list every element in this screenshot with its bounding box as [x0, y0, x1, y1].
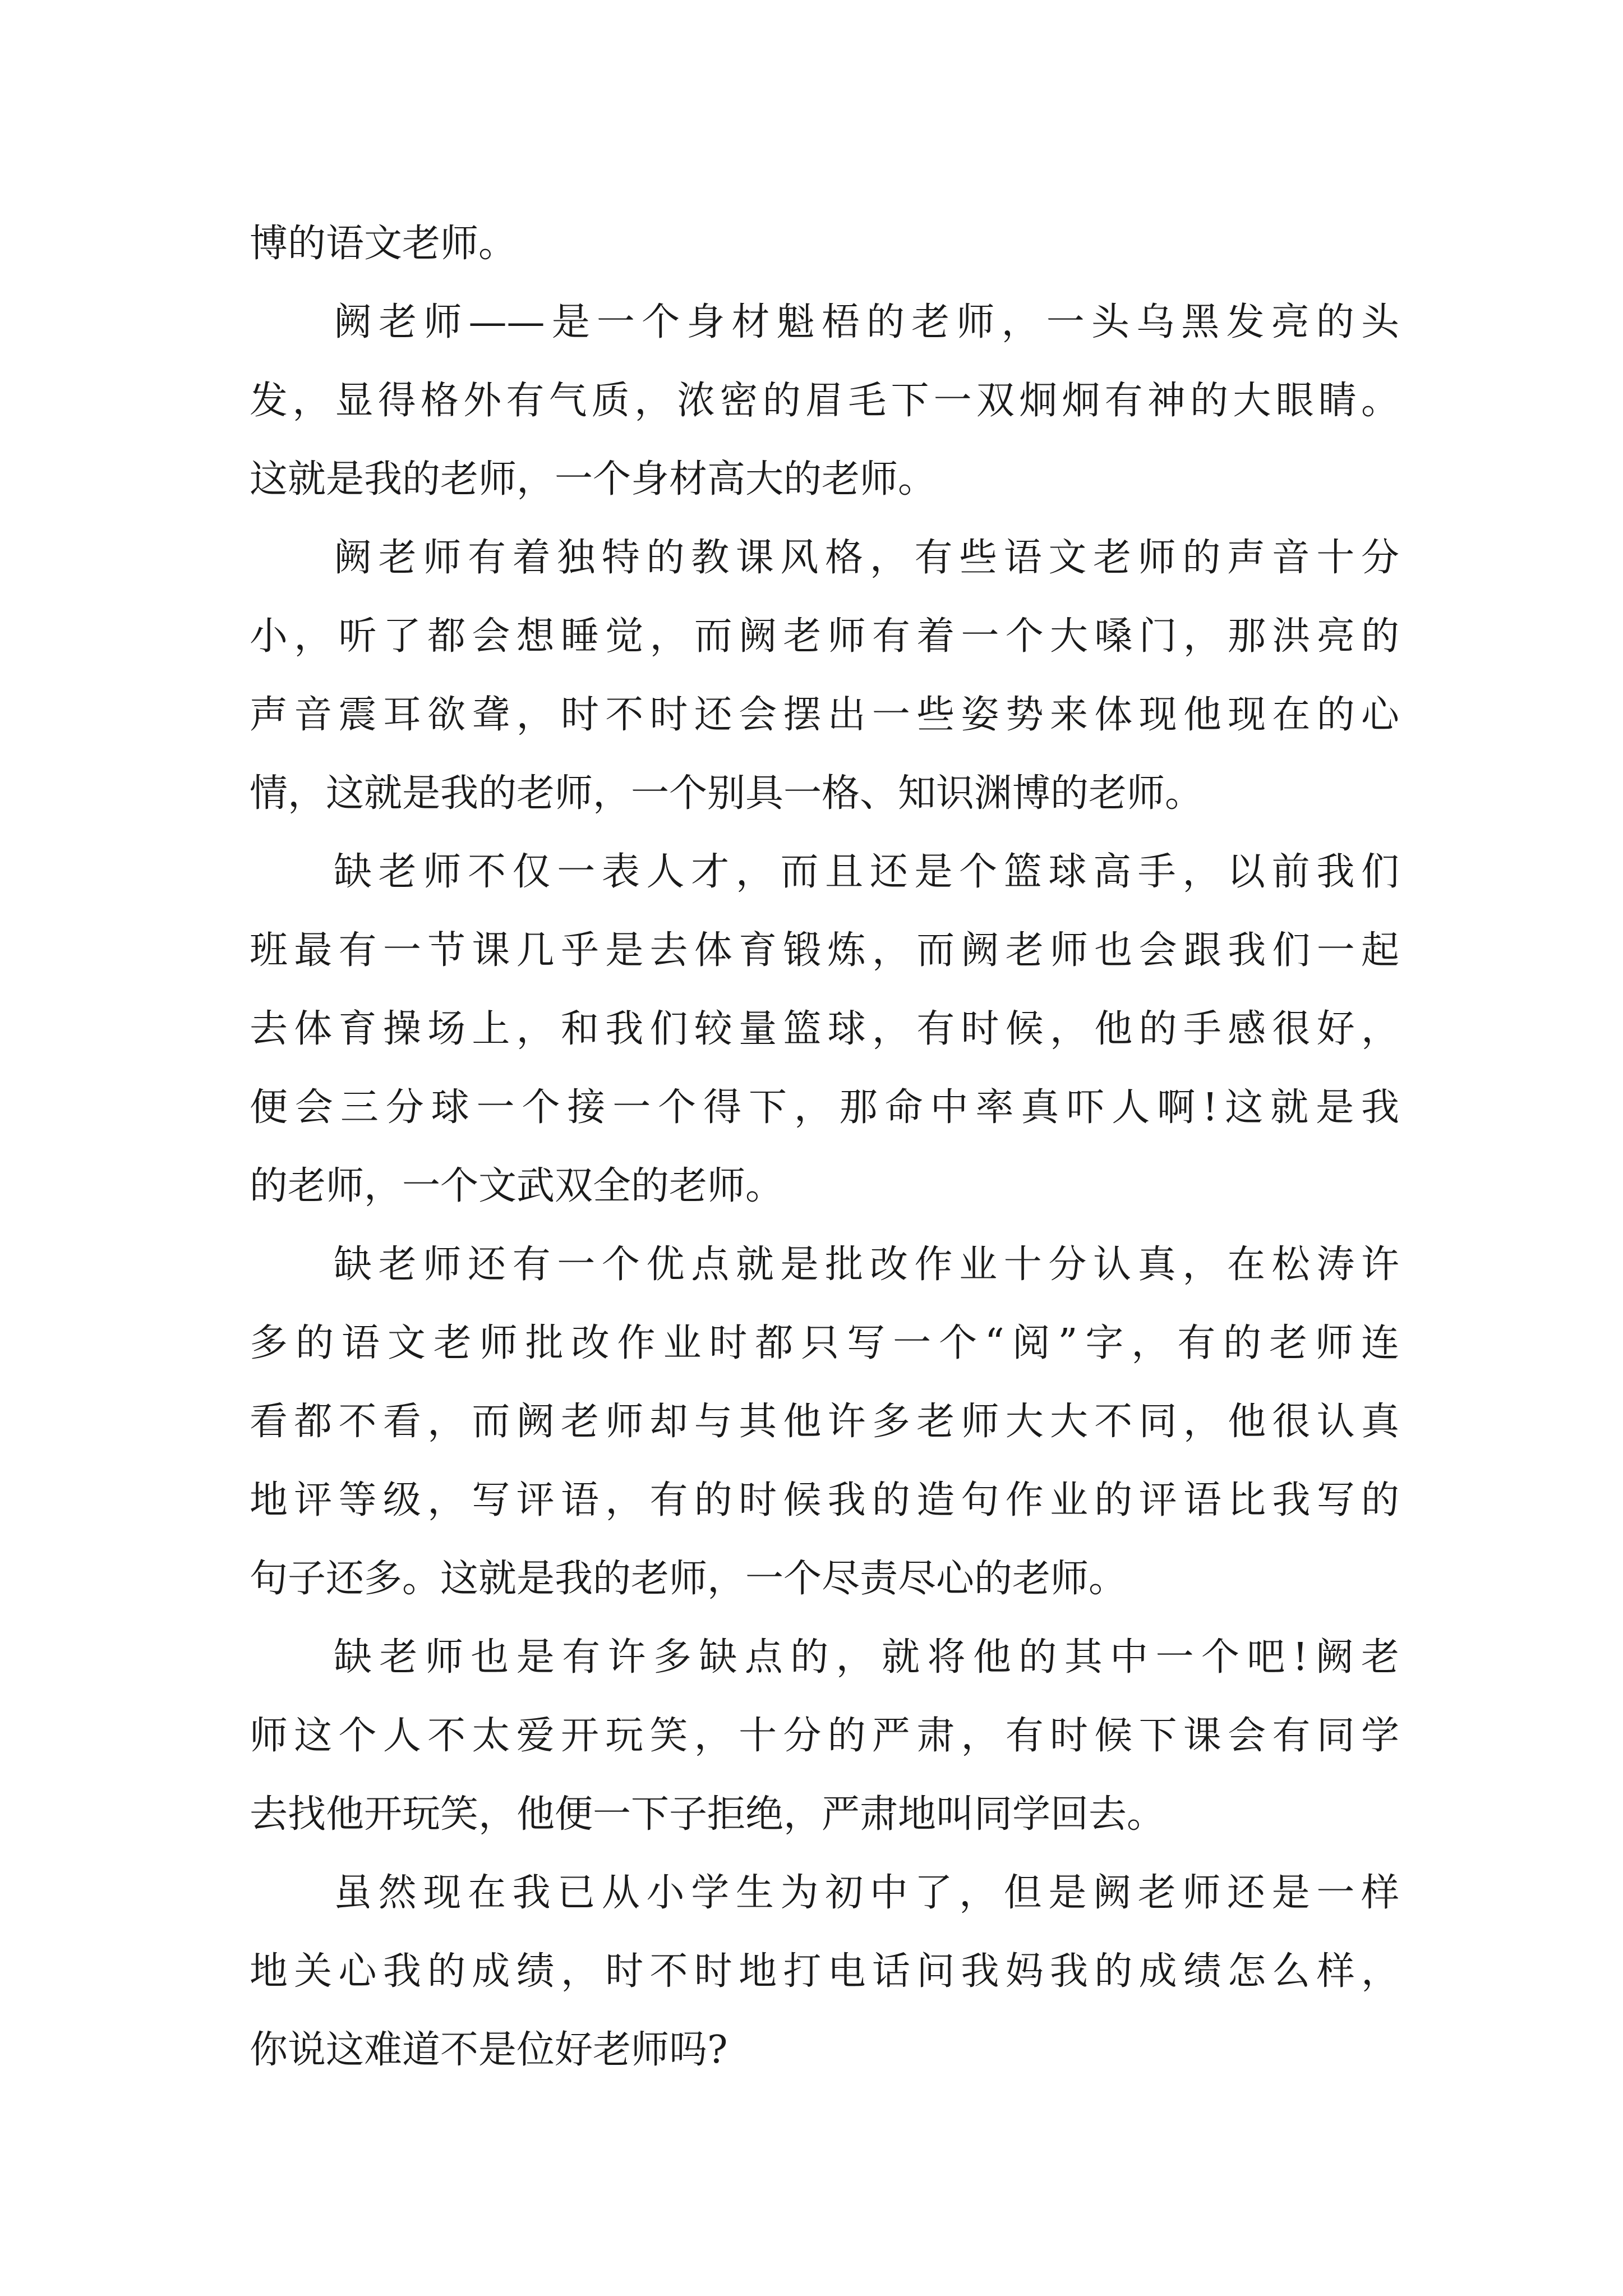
text-line: 缺老师也是有许多缺点的，就将他的其中一个吧!阙老: [334, 1635, 1399, 1680]
text-line: 地关心我的成绩，时不时地打电话问我妈我的成绩怎么样，: [250, 1949, 1399, 1994]
text-line: 缺老师还有一个优点就是批改作业十分认真，在松涛许: [334, 1243, 1399, 1287]
text-line: 这就是我的老师，一个身材高大的老师。: [250, 457, 937, 501]
text-line: 便会三分球一个接一个得下，那命中率真吓人啊!这就是我: [250, 1085, 1399, 1130]
text-line: 阙老师——是一个身材魁梧的老师，一头乌黑发亮的头: [334, 300, 1399, 344]
text-line: 班最有一节课几乎是去体育锻炼，而阙老师也会跟我们一起: [250, 928, 1399, 973]
text-line: 多的语文老师批改作业时都只写一个“阅”字，有的老师连: [250, 1321, 1399, 1365]
text-line: 的老师，一个文武双全的老师。: [250, 1164, 784, 1208]
text-line: 阙老师有着独特的教课风格，有些语文老师的声音十分: [334, 536, 1399, 580]
text-line: 发，显得格外有气质，浓密的眉毛下一双炯炯有神的大眼睛。: [250, 379, 1399, 423]
text-line: 缺老师不仅一表人才，而且还是个篮球高手，以前我们: [334, 850, 1399, 894]
text-line: 虽然现在我已从小学生为初中了，但是阙老师还是一样: [334, 1871, 1399, 1915]
text-line: 小，听了都会想睡觉，而阙老师有着一个大嗓门，那洪亮的: [250, 614, 1399, 659]
text-line: 声音震耳欲聋，时不时还会摆出一些姿势来体现他现在的心: [250, 693, 1399, 737]
text-line: 看都不看，而阙老师却与其他许多老师大大不同，他很认真: [250, 1400, 1399, 1444]
text-line: 博的语文老师。: [250, 222, 517, 266]
text-line: 你说这难道不是位好老师吗?: [250, 2028, 728, 2072]
text-line: 句子还多。这就是我的老师，一个尽责尽心的老师。: [250, 1557, 1127, 1601]
document-body: [250, 205, 1399, 2090]
text-line: 师这个人不太爱开玩笑，十分的严肃，有时候下课会有同学: [250, 1714, 1399, 1758]
text-line: 情，这就是我的老师，一个别具一格、知识渊博的老师。: [250, 771, 1204, 816]
text-line: 去体育操场上，和我们较量篮球，有时候，他的手感很好，: [250, 1007, 1399, 1051]
text-line: 去找他开玩笑，他便一下子拒绝，严肃地叫同学回去。: [250, 1792, 1165, 1837]
text-line: 地评等级，写评语，有的时候我的造句作业的评语比我写的: [250, 1478, 1399, 1522]
